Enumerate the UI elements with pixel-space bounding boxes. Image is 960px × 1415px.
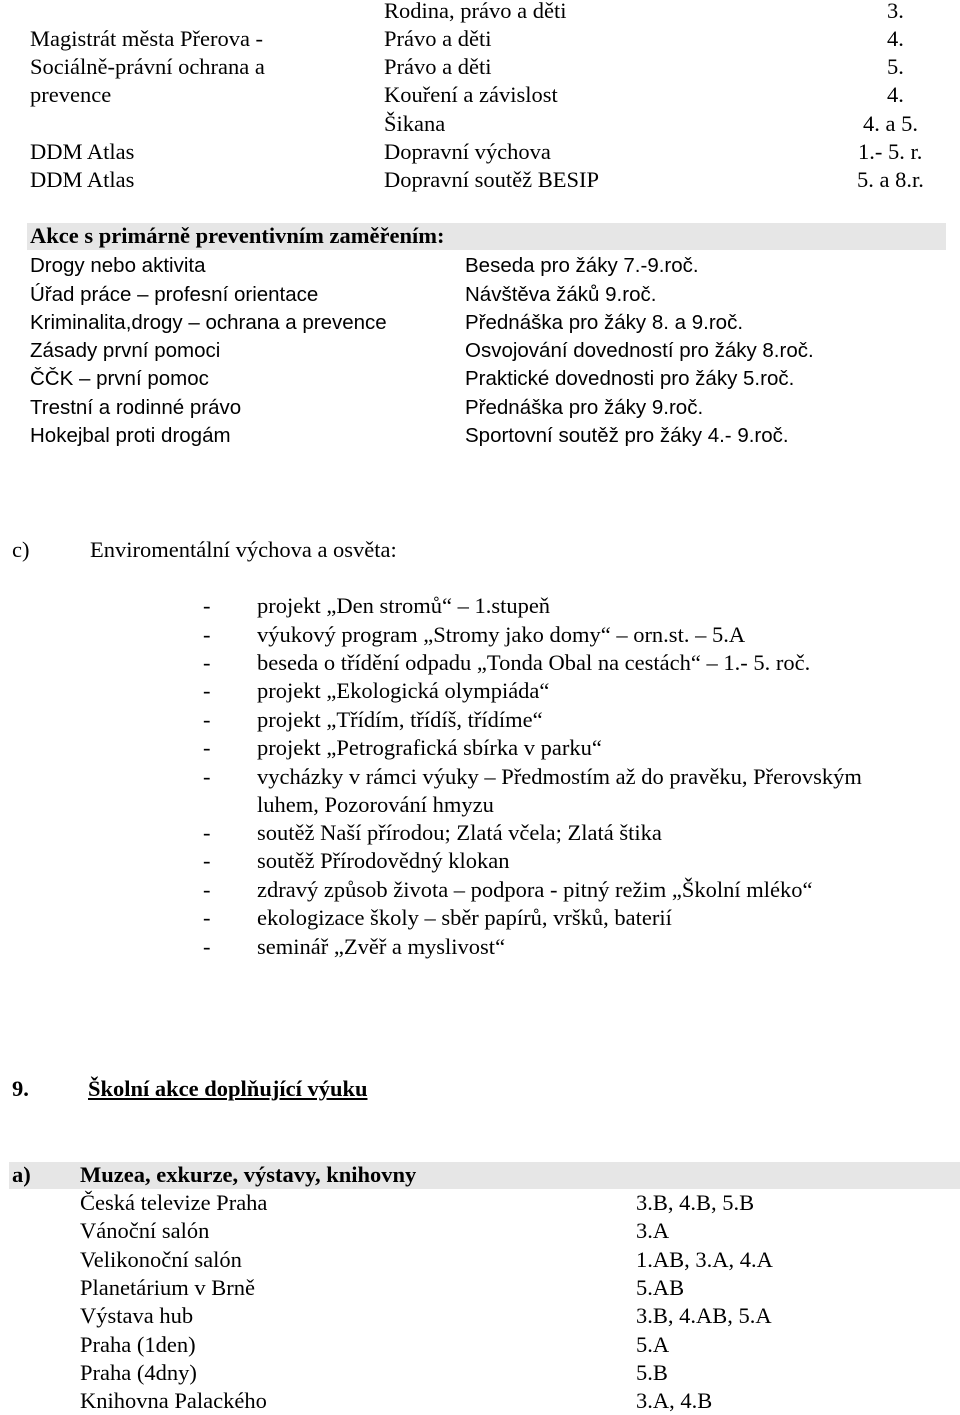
grade-5: 4. a 5. (863, 111, 918, 136)
table-row-classes: 5.A (636, 1332, 670, 1357)
list-dash: - (203, 848, 211, 873)
list-dash: - (203, 820, 211, 845)
table-row-place: Praha (1den) (80, 1332, 196, 1357)
list-item: soutěž Přírodovědný klokan (257, 848, 510, 873)
prevention-detail-4: Osvojování dovedností pro žáky 8.roč. (465, 339, 814, 362)
list-dash: - (203, 735, 211, 760)
list-dash: - (203, 707, 211, 732)
prevention-name-2: Úřad práce – profesní orientace (30, 283, 319, 306)
list-item: zdravý způsob života – podpora - pitný režim „Školní mléko“ (257, 877, 813, 902)
prevention-detail-1: Beseda pro žáky 7.-9.roč. (465, 254, 699, 277)
list-item: výukový program „Stromy jako domy“ – orn.st. – 5.A (257, 622, 746, 647)
list-item-continuation: luhem, Pozorování hmyzu (257, 792, 494, 817)
prevention-detail-6: Přednáška pro žáky 9.roč. (465, 396, 704, 419)
table-row-place: Praha (4dny) (80, 1360, 197, 1385)
topic-5: Šikana (384, 111, 446, 136)
list-item: soutěž Naší přírodou; Zlatá včela; Zlatá štika (257, 820, 662, 845)
table-row-classes: 5.AB (636, 1275, 685, 1300)
topic-4: Kouření a závislost (384, 82, 558, 107)
table-row-classes: 3.B, 4.AB, 5.A (636, 1303, 772, 1328)
list-dash: - (203, 650, 211, 675)
list-item: seminář „Zvěř a myslivost“ (257, 934, 506, 959)
list-dash: - (203, 877, 211, 902)
table-row-classes: 1.AB, 3.A, 4.A (636, 1247, 773, 1272)
grade-4: 4. (887, 82, 904, 107)
list-dash: - (203, 678, 211, 703)
grade-6: 1.- 5. r. (858, 139, 923, 164)
section-c-marker: c) (12, 537, 30, 562)
topic-6: Dopravní výchova (384, 139, 551, 164)
prevention-name-1: Drogy nebo aktivita (30, 254, 206, 277)
list-item: ekologizace školy – sběr papírů, vršků, baterií (257, 905, 672, 930)
topic-2: Právo a děti (384, 26, 492, 51)
prevention-name-7: Hokejbal proti drogám (30, 424, 231, 447)
list-item: projekt „Ekologická olympiáda“ (257, 678, 550, 703)
table-row-place: Výstava hub (80, 1303, 194, 1328)
table-row-classes: 3.A (636, 1218, 670, 1243)
prevention-name-5: ČČK – první pomoc (30, 367, 209, 390)
section-a-marker: a) (12, 1162, 31, 1187)
grade-1: 3. (887, 0, 904, 23)
table-row-place: Vánoční salón (80, 1218, 210, 1243)
grade-2: 4. (887, 26, 904, 51)
section-a-heading: Muzea, exkurze, výstavy, knihovny (80, 1162, 417, 1187)
topic-1: Rodina, právo a děti (384, 0, 567, 23)
table-row-classes: 5.B (636, 1360, 668, 1385)
list-item: projekt „Petrografická sbírka v parku“ (257, 735, 602, 760)
list-item: beseda o třídění odpadu „Tonda Obal na cestách“ – 1.- 5. roč. (257, 650, 811, 675)
prevention-detail-5: Praktické dovednosti pro žáky 5.roč. (465, 367, 795, 390)
topic-3: Právo a děti (384, 54, 492, 79)
list-dash: - (203, 764, 211, 789)
table-row-classes: 3.B, 4.B, 5.B (636, 1190, 755, 1215)
list-item: projekt „Třídím, třídíš, třídíme“ (257, 707, 543, 732)
list-item: vycházky v rámci výuky – Předmostím až do pravěku, Přerovským (257, 764, 862, 789)
section-9-title: Školní akce doplňující výuku (88, 1076, 368, 1101)
prevention-name-6: Trestní a rodinné právo (30, 396, 242, 419)
prevention-name-3: Kriminalita,drogy – ochrana a prevence (30, 311, 387, 334)
list-dash: - (203, 905, 211, 930)
org-ddm-1: DDM Atlas (30, 139, 135, 164)
list-dash: - (203, 934, 211, 959)
list-item: projekt „Den stromů“ – 1.stupeň (257, 593, 551, 618)
topic-7: Dopravní soutěž BESIP (384, 167, 599, 192)
table-row-place: Planetárium v Brně (80, 1275, 255, 1300)
table-row-classes: 3.A, 4.B (636, 1388, 713, 1413)
grade-7: 5. a 8.r. (857, 167, 924, 192)
section-c-title: Enviromentální výchova a osvěta: (90, 537, 397, 562)
org-ddm-2: DDM Atlas (30, 167, 135, 192)
prevention-heading: Akce s primárně preventivním zaměřením: (30, 223, 445, 248)
table-row-place: Knihovna Palackého (80, 1388, 267, 1413)
table-row-place: Velikonoční salón (80, 1247, 242, 1272)
prevention-detail-3: Přednáška pro žáky 8. a 9.roč. (465, 311, 744, 334)
prevention-detail-7: Sportovní soutěž pro žáky 4.- 9.roč. (465, 424, 789, 447)
prevention-name-4: Zásady první pomoci (30, 339, 221, 362)
org-line-2: Sociálně-právní ochrana a (30, 54, 265, 79)
section-9-number: 9. (12, 1076, 29, 1101)
org-line-1: Magistrát města Přerova - (30, 26, 264, 51)
list-dash: - (203, 622, 211, 647)
table-row-place: Česká televize Praha (80, 1190, 268, 1215)
prevention-detail-2: Návštěva žáků 9.roč. (465, 283, 657, 306)
org-line-3: prevence (30, 82, 112, 107)
grade-3: 5. (887, 54, 904, 79)
list-dash: - (203, 593, 211, 618)
